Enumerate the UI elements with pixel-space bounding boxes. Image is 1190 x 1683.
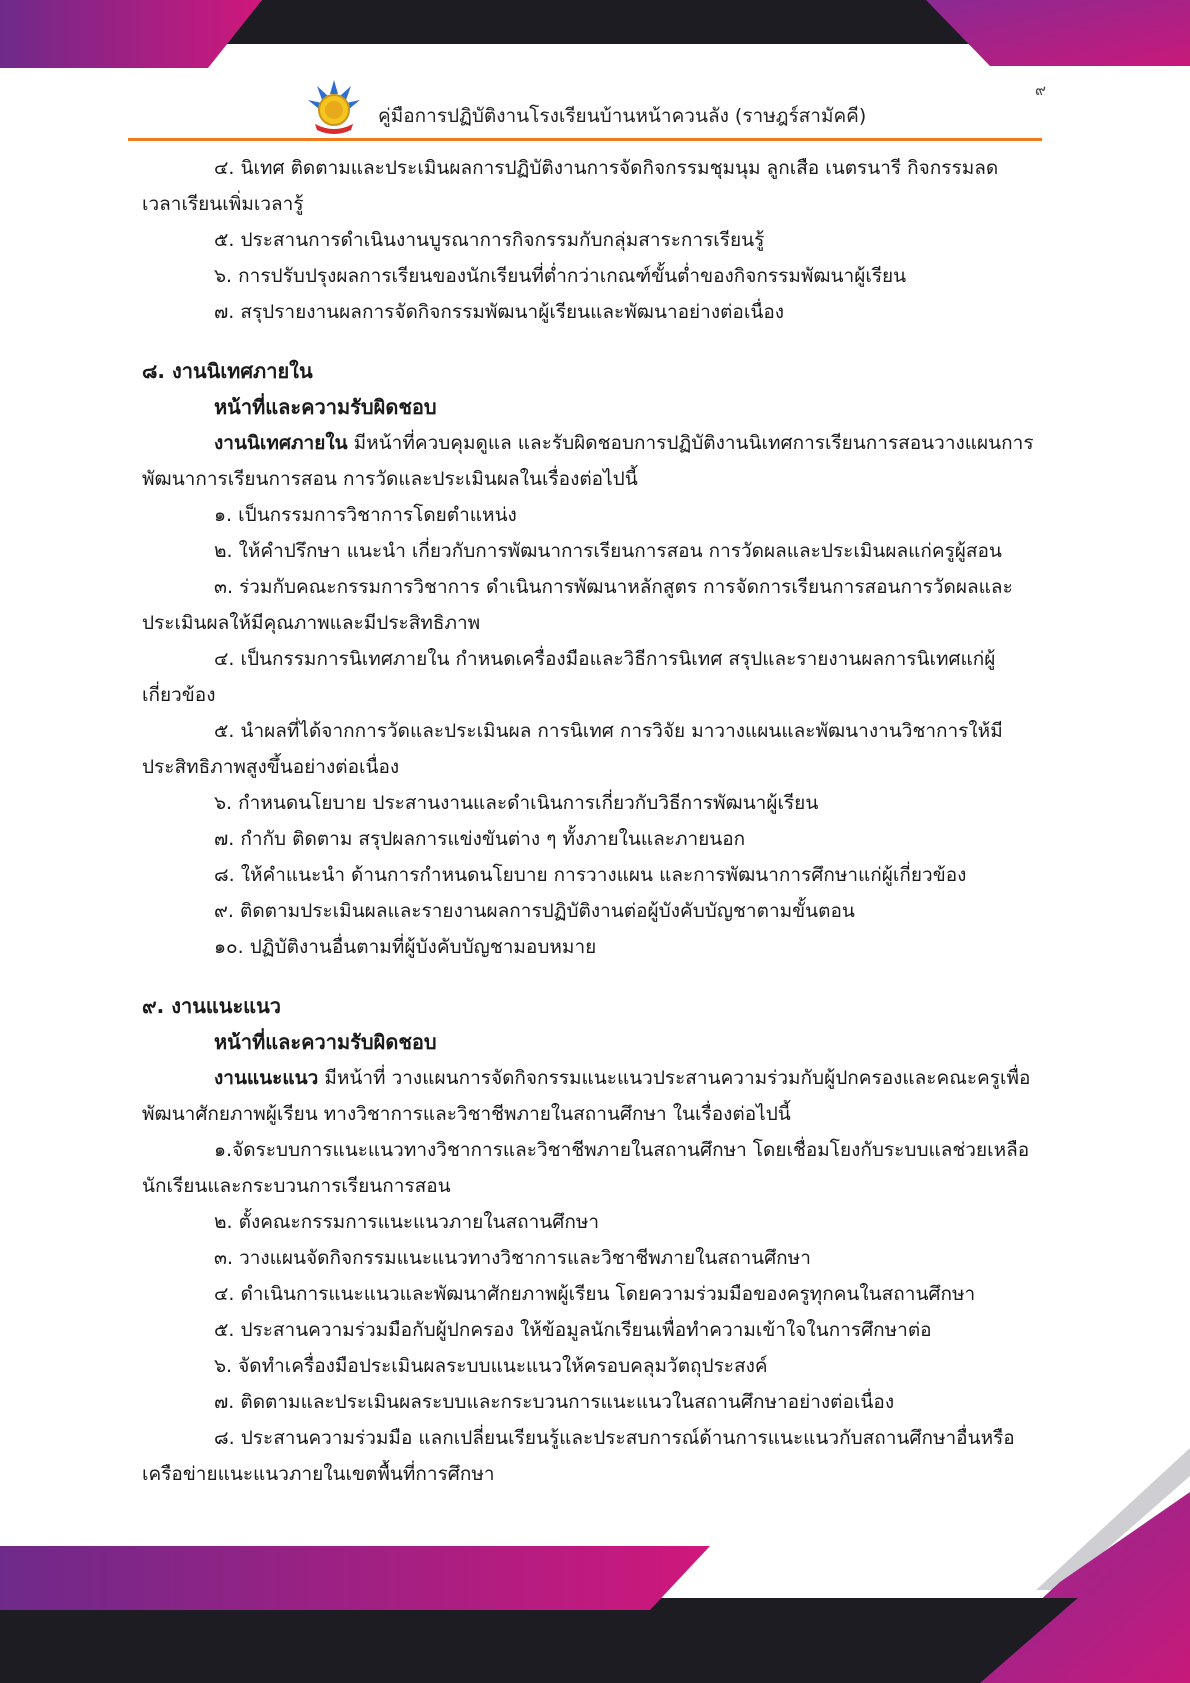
intro-item: ๔. นิเทศ ติดตามและประเมินผลการปฏิบัติงานการจัดกิจกรรมชุมนุม ลูกเสือ เนตรนารี กิจกรรมลดเวลาเรียนเพิ่มเวลารู้ [142,157,999,215]
section-8-lead-bold: งานนิเทศภายใน [214,432,348,454]
section-9-item: ๕. ประสานความร่วมมือกับผู้ปกครอง ให้ข้อมูลนักเรียนเพื่อทำความเข้าใจในการศึกษาต่อ [214,1319,932,1341]
section-9-lead-text: มีหน้าที่ วางแผนการจัดกิจกรรมแนะแนวประสานความร่วมกับผู้ปกครองและคณะครูเพื่อพัฒนาศักยภาพผู้เรียน ทางวิชาการและวิชาชีพภายในสถานศึกษา ในเรื่องต่อไปนี้ [142,1067,1031,1125]
section-8-item: ๘. ให้คำแนะนำ ด้านการกำหนดนโยบาย การวางแผน และการพัฒนาการศึกษาแก่ผู้เกี่ยวข้อง [214,864,967,886]
bottom-left-accent [0,1546,710,1610]
intro-item: ๕. ประสานการดำเนินงานบูรณาการกิจกรรมกับกลุ่มสาระการเรียนรู้ [214,229,765,251]
document-header-title: คู่มือการปฏิบัติงานโรงเรียนบ้านหน้าควนลัง (ราษฎร์สามัคคี) [378,105,867,127]
section-9-item: ๔. ดำเนินการแนะแนวและพัฒนาศักยภาพผู้เรียน โดยความร่วมมือของครูทุกคนในสถานศึกษา [214,1283,976,1305]
section-9-title: ๙. งานแนะแนว [142,994,281,1018]
header-divider [128,138,1042,141]
section-8-item: ๑. เป็นกรรมการวิชาการโดยตำแหน่ง [214,504,517,526]
section-8-lead-text: มีหน้าที่ควบคุมดูแล และรับผิดชอบการปฏิบัติงานนิเทศการเรียนการสอนวางแผนการพัฒนาการเรียนการสอน การวัดและประเมินผลในเรื่องต่อไปนี้ [142,432,1034,490]
section-8-item: ๑๐. ปฏิบัติงานอื่นตามที่ผู้บังคับบัญชามอบหมาย [214,936,597,958]
intro-item: ๗. สรุปรายงานผลการจัดกิจกรรมพัฒนาผู้เรียนและพัฒนาอย่างต่อเนื่อง [214,301,785,323]
section-8-item: ๓. ร่วมกับคณะกรรมการวิชาการ ดำเนินการพัฒนาหลักสูตร การจัดการเรียนการสอนการวัดผลและประเมินผลให้มีคุณภาพและมีประสิทธิภาพ [142,576,1013,634]
section-8-item: ๖. กำหนดนโยบาย ประสานงานและดำเนินการเกี่ยวกับวิธีการพัฒนาผู้เรียน [214,792,819,814]
section-9-item: ๓. วางแผนจัดกิจกรรมแนะแนวทางวิชาการและวิชาชีพภายในสถานศึกษา [214,1247,811,1269]
section-8-item: ๗. กำกับ ติดตาม สรุปผลการแข่งขันต่าง ๆ ทั้งภายในและภายนอก [214,828,746,850]
section-8-title: ๘. งานนิเทศภายใน [142,359,313,383]
top-dark-band [222,0,986,44]
section-9-item: ๒. ตั้งคณะกรรมการแนะแนวภายในสถานศึกษา [214,1211,600,1233]
section-9-item: ๗. ติดตามและประเมินผลระบบและกระบวนการแนะแนวในสถานศึกษาอย่างต่อเนื่อง [214,1391,895,1413]
section-9-duty-heading: หน้าที่และความรับผิดชอบ [214,1030,437,1054]
section-8-lead [142,425,1037,497]
section-9-lead-bold: งานแนะแนว [214,1067,319,1089]
section-8-item: ๙. ติดตามประเมินผลและรายงานผลการปฏิบัติงานต่อผู้บังคับบัญชาตามขั้นตอน [214,900,855,922]
school-logo [303,76,365,136]
section-9-item: ๑.จัดระบบการแนะแนวทางวิชาการและวิชาชีพภายในสถานศึกษา โดยเชื่อมโยงกับระบบแลช่วยเหลือนักเรียนและกระบวนการเรียนการสอน [142,1139,1030,1197]
section-8-item: ๕. นำผลที่ได้จากการวัดและประเมินผล การนิเทศ การวิจัย มาวางแผนและพัฒนางานวิชาการให้มีประสิทธิภาพสูงขึ้นอย่างต่อเนื่อง [142,720,1003,778]
section-8-duty-heading: หน้าที่และความรับผิดชอบ [214,395,437,419]
section-8-item: ๒. ให้คำปรึกษา แนะนำ เกี่ยวกับการพัฒนาการเรียนการสอน การวัดผลและประเมินผลแก่ครูผู้สอน [214,540,1002,562]
page-content [142,150,1037,1492]
page-number: ๙ [1035,81,1046,99]
section-9-item: ๖. จัดทำเครื่องมือประเมินผลระบบแนะแนวให้ครอบคลุมวัตถุประสงค์ [214,1355,768,1377]
top-left-accent [0,0,262,68]
top-right-accent [926,0,1190,66]
intro-item: ๖. การปรับปรุงผลการเรียนของนักเรียนที่ต่ำกว่าเกณฑ์ขั้นต่ำของกิจกรรมพัฒนาผู้เรียน [214,265,907,287]
section-9-item: ๘. ประสานความร่วมมือ แลกเปลี่ยนเรียนรู้และประสบการณ์ด้านการแนะแนวกับสถานศึกษาอื่นหรือเครือข่ายแนะแนวภายในเขตพื้นที่การศึกษา [142,1427,1015,1485]
section-9-lead [142,1060,1037,1132]
section-8-item: ๔. เป็นกรรมการนิเทศภายใน กำหนดเครื่องมือและวิธีการนิเทศ สรุปและรายงานผลการนิเทศแก่ผู้เกี่ยวข้อง [142,648,996,706]
